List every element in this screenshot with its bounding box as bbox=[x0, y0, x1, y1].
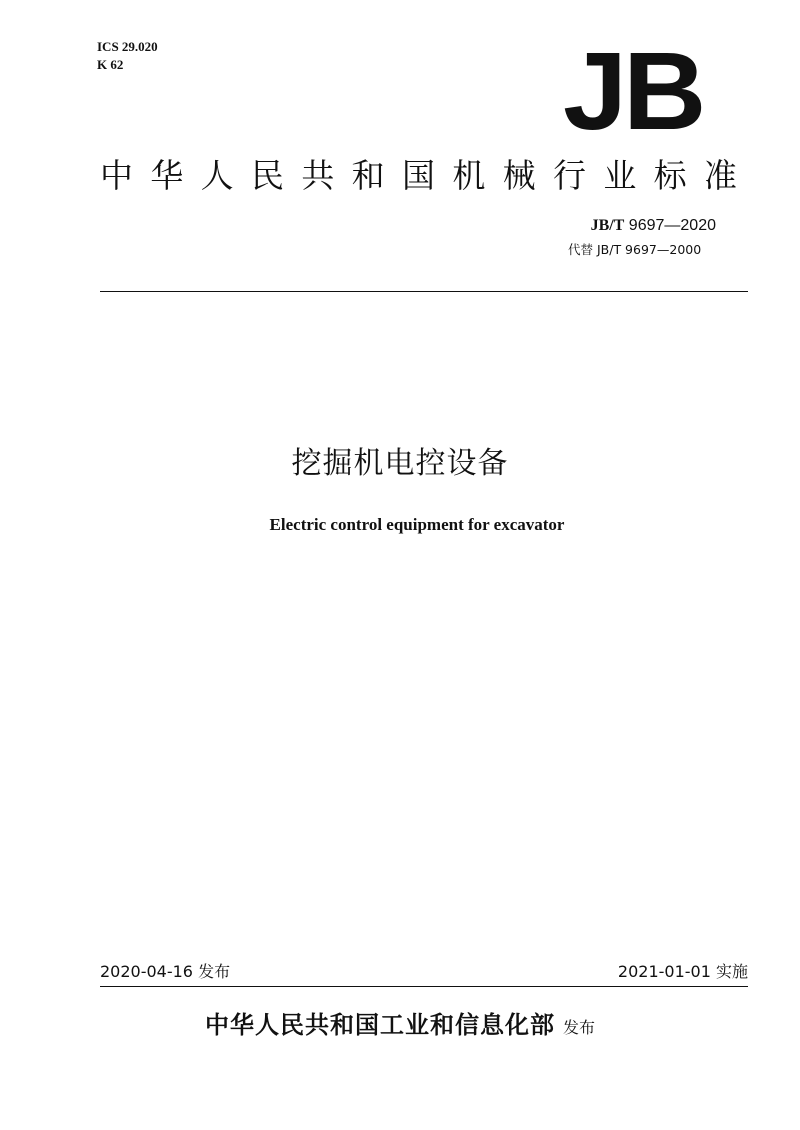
replaces-note: 代替 JB/T 9697—2000 bbox=[568, 242, 702, 257]
ics-code: ICS 29.020 bbox=[97, 39, 158, 54]
issuer-name: 中华人民共和国工业和信息化部 bbox=[204, 1011, 555, 1039]
standard-number-rest: 9697—2020 bbox=[624, 217, 716, 234]
standard-number-prefix: JB/T bbox=[590, 217, 625, 234]
issuer bbox=[0, 1008, 800, 1045]
document-title-english: Electric control equipment for excavator bbox=[269, 515, 565, 534]
issue-date: 2020-04-16 发布 bbox=[100, 962, 231, 981]
document-title-chinese: 挖掘机电控设备 bbox=[291, 446, 509, 481]
bottom-divider bbox=[100, 986, 748, 987]
standard-number bbox=[591, 216, 716, 236]
classification-codes bbox=[97, 38, 158, 74]
implementation-date: 2021-01-01 实施 bbox=[617, 962, 748, 981]
issuer-suffix: 发布 bbox=[562, 1018, 595, 1037]
top-divider bbox=[100, 291, 748, 292]
organization-title: 中华人民共和国机械行业标准 bbox=[100, 156, 748, 195]
ccs-code: K 62 bbox=[97, 57, 124, 72]
jb-logo: JB bbox=[563, 30, 703, 153]
